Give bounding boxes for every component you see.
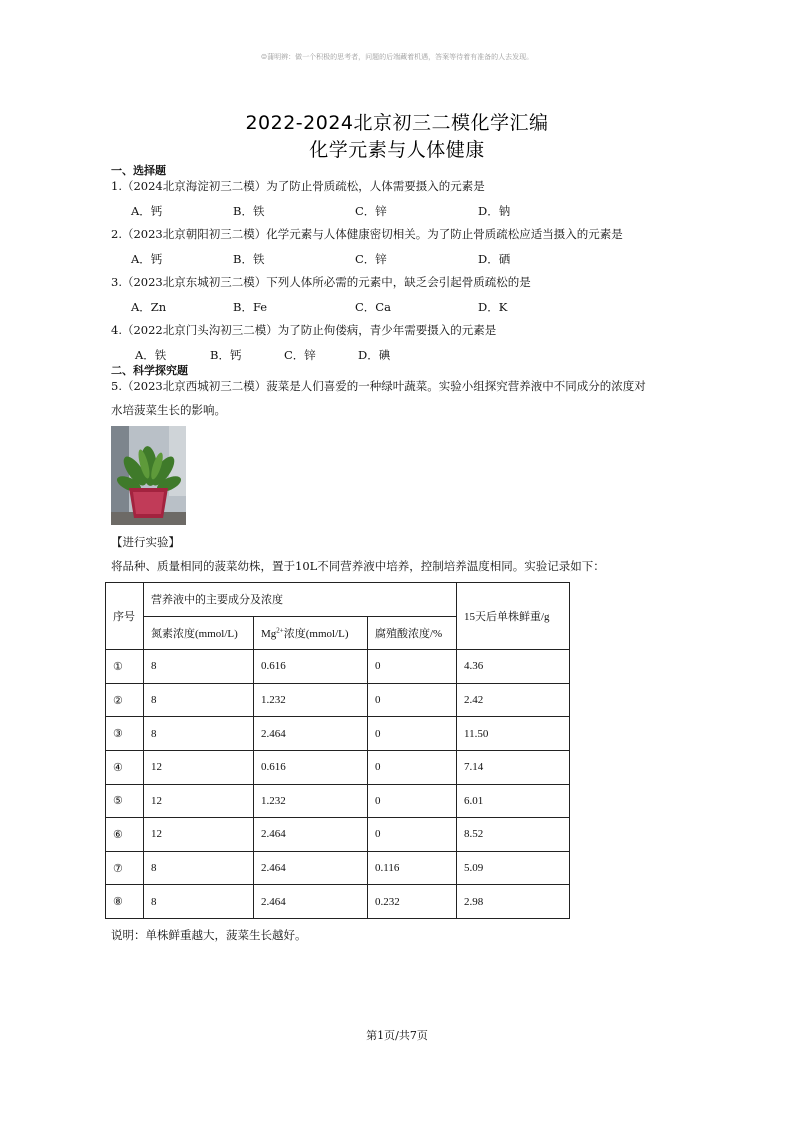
- cell-humic: 0: [368, 784, 457, 818]
- table-header-row: [106, 583, 570, 617]
- option-2b: B．铁: [233, 252, 265, 266]
- experiment-heading: 【进行实验】: [111, 535, 180, 549]
- question-2: 2.（2023北京朝阳初三二模）化学元素与人体健康密切相关。为了防止骨质疏松应适当摄入的元素是: [111, 227, 623, 241]
- question-3: 3.（2023北京东城初三二模）下列人体所必需的元素中，缺乏会引起骨质疏松的是: [111, 275, 531, 289]
- option-2a: A．钙: [131, 252, 163, 266]
- header-magnesium: $Mg^{2+}$浓度(mmol/L): [254, 616, 368, 650]
- cell-humic: 0: [368, 717, 457, 751]
- option-3d: D．K: [478, 300, 508, 314]
- document-subtitle: 化学元素与人体健康: [309, 139, 485, 161]
- table-row: [106, 750, 570, 784]
- cell-weight: 6.01: [457, 784, 570, 818]
- cell-humic: 0: [368, 683, 457, 717]
- cell-nitrogen: 8: [144, 851, 254, 885]
- cell-nitrogen: 8: [144, 717, 254, 751]
- option-4d: D．碘: [358, 348, 391, 362]
- cell-index: ②: [106, 683, 144, 717]
- option-2c: C．锌: [355, 252, 387, 266]
- header-index: 序号: [106, 583, 144, 650]
- table-row: [106, 784, 570, 818]
- cell-humic: 0.232: [368, 885, 457, 919]
- cell-index: ⑦: [106, 851, 144, 885]
- table-note: 说明：单株鲜重越大，菠菜生长越好。: [111, 928, 307, 942]
- cell-weight: 8.52: [457, 818, 570, 852]
- cell-magnesium: 0.616: [254, 650, 368, 684]
- section-heading-choice: 一、选择题: [111, 164, 166, 177]
- option-1b: B．铁: [233, 204, 265, 218]
- header-nutrient-group: 营养液中的主要成分及浓度: [144, 583, 457, 617]
- cell-index: ①: [106, 650, 144, 684]
- cell-weight: 4.36: [457, 650, 570, 684]
- cell-magnesium: 2.464: [254, 717, 368, 751]
- table-row: [106, 851, 570, 885]
- cell-weight: 5.09: [457, 851, 570, 885]
- question-5-line2: 水培菠菜生长的影响。: [111, 403, 226, 417]
- cell-nitrogen: 8: [144, 650, 254, 684]
- option-1d: D．钠: [478, 204, 511, 218]
- cell-index: ⑤: [106, 784, 144, 818]
- option-4a: A．铁: [135, 348, 167, 362]
- cell-magnesium: 0.616: [254, 750, 368, 784]
- experiment-description: 将品种、质量相同的菠菜幼株，置于10L不同营养液中培养，控制培养温度相同。实验记录如下：: [111, 559, 605, 573]
- option-1c: C．锌: [355, 204, 387, 218]
- cell-magnesium: 2.464: [254, 818, 368, 852]
- cell-index: ⑥: [106, 818, 144, 852]
- experiment-table: [105, 582, 570, 919]
- question-5-line1: 5.（2023北京西城初三二模）菠菜是人们喜爱的一种绿叶蔬菜。实验小组探究营养液中不同成分的浓度对: [111, 379, 646, 393]
- option-2d: D．硒: [478, 252, 511, 266]
- cell-nitrogen: 12: [144, 818, 254, 852]
- cell-weight: 7.14: [457, 750, 570, 784]
- document-title: 2022-2024北京初三二模化学汇编: [245, 112, 549, 134]
- cell-humic: 0: [368, 750, 457, 784]
- option-3a: A．Zn: [131, 300, 167, 314]
- cell-nitrogen: 8: [144, 885, 254, 919]
- question-1: 1.（2024北京海淀初三二模）为了防止骨质疏松，人体需要摄入的元素是: [111, 179, 485, 193]
- cell-index: ④: [106, 750, 144, 784]
- option-1a: A．钙: [131, 204, 163, 218]
- cell-nitrogen: 12: [144, 784, 254, 818]
- cell-humic: 0.116: [368, 851, 457, 885]
- spinach-photo: [111, 426, 186, 525]
- cell-magnesium: 1.232: [254, 784, 368, 818]
- header-humic-acid: 腐殖酸浓度/%: [368, 616, 457, 650]
- option-3b: B．Fe: [233, 300, 268, 314]
- table-row: [106, 818, 570, 852]
- cell-nitrogen: 12: [144, 750, 254, 784]
- page-number: 第1页/共7页: [366, 1029, 428, 1042]
- header-watermark: ☺蒲明辨：做一个积极的思考者，问题的后端藏着机遇，答案等待着有准备的人去发现。: [260, 53, 534, 61]
- cell-humic: 0: [368, 650, 457, 684]
- option-4b: B．钙: [210, 348, 242, 362]
- table-row: [106, 717, 570, 751]
- cell-weight: 2.98: [457, 885, 570, 919]
- section-heading-inquiry: 二、科学探究题: [111, 364, 188, 377]
- cell-weight: 2.42: [457, 683, 570, 717]
- table-row: [106, 885, 570, 919]
- option-3c: C．Ca: [355, 300, 391, 314]
- cell-magnesium: 1.232: [254, 683, 368, 717]
- cell-weight: 11.50: [457, 717, 570, 751]
- table-row: [106, 650, 570, 684]
- cell-nitrogen: 8: [144, 683, 254, 717]
- cell-magnesium: 2.464: [254, 885, 368, 919]
- cell-index: ③: [106, 717, 144, 751]
- cell-magnesium: 2.464: [254, 851, 368, 885]
- question-4: 4.（2022北京门头沟初三二模）为了防止佝偻病，青少年需要摄入的元素是: [111, 323, 497, 337]
- header-nitrogen: 氮素浓度(mmol/L): [144, 616, 254, 650]
- header-fresh-weight: 15天后单株鲜重/g: [457, 583, 570, 650]
- option-4c: C．锌: [284, 348, 316, 362]
- table-row: [106, 683, 570, 717]
- cell-index: ⑧: [106, 885, 144, 919]
- cell-humic: 0: [368, 818, 457, 852]
